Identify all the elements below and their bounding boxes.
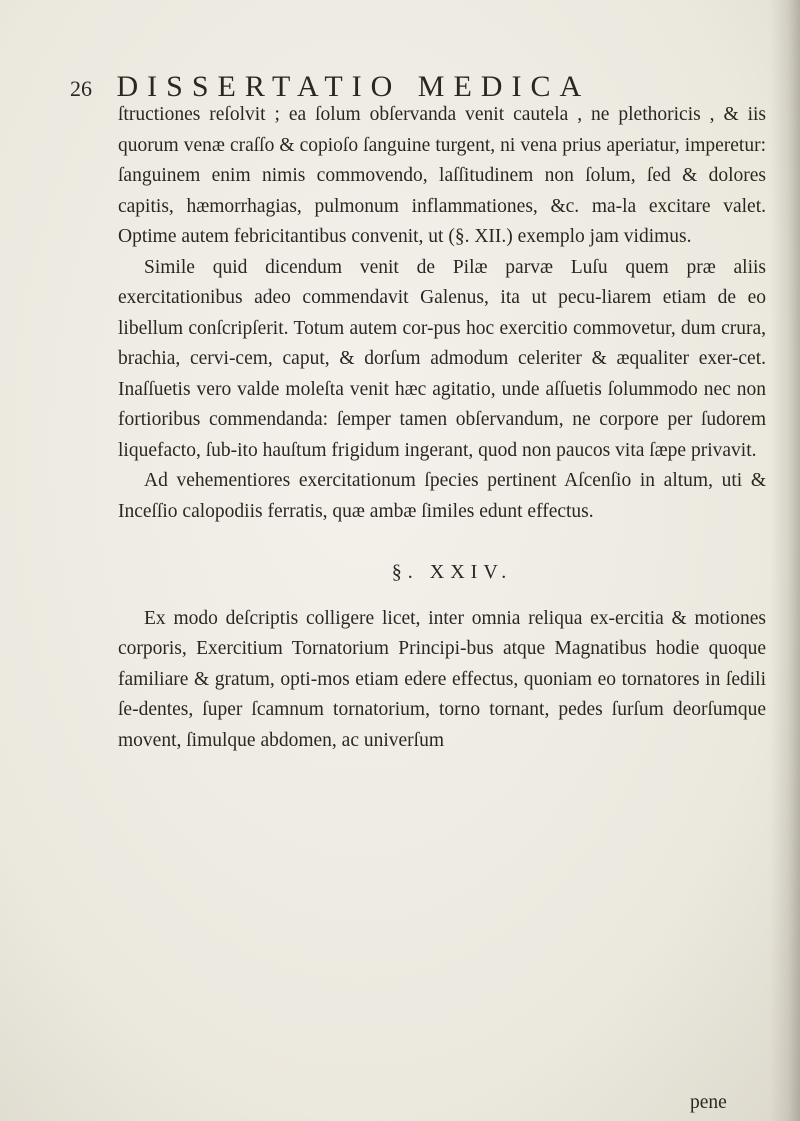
body-text [118, 100, 766, 756]
page-number: 26 [70, 76, 92, 101]
paragraph: Ex modo deſcriptis colligere licet, inter omnia reliqua ex-ercitia & motiones corporis, Exercitium Tornatorium Principi-bus atque Magnatibus hodie quoque familiare & gratum, opti-mos etiam edere effectus, quoniam eo tornatores in ſedili ſe-dentes, ſuper ſcamnum tornatorium, torno tornant, pedes ſurſum deorſumque movent, ſimulque abdomen, ac univerſum [118, 607, 766, 751]
running-header [70, 70, 710, 104]
page-edge-shadow [770, 0, 800, 1121]
paragraph: Ad vehementiores exercitationum ſpecies pertinent Aſcenſio in altum, uti & Inceſſio calopodiis ferratis, quæ ambæ ſimiles edunt effectus. [118, 470, 766, 522]
section-heading: §. XXIV. [391, 561, 513, 583]
paragraph: Simile quid dicendum venit de Pilæ parvæ Luſu quem præ aliis exercitationibus adeo commendavit Galenus, ita ut pecu-liarem etiam de eo libellum conſcripſerit. Totum autem cor-pus hoc exercitio commovetur, dum crura, brachia, cervi-cem, caput, & dorſum admodum celeriter & æqualiter exer-cet. Inaſſuetis vero valde moleſta venit hæc agitatio, unde aſſuetis ſolummodo nec non fortioribus commendanda: ſemper tamen obſervandum, ne corpore per ſudorem liquefacto, ſub-ito hauſtum frigidum ingerant, quod non paucos vita ſæpe privavit. [118, 256, 766, 461]
catchword: pene [690, 1092, 727, 1113]
running-head-title: DISSERTATIO MEDICA [116, 70, 591, 103]
paragraph: ſtructiones reſolvit ; ea ſolum obſervanda venit cautela , ne plethoricis , & iis quorum venæ craſſo & copioſo ſanguine turgent, ni vena prius aperiatur, imperetur: ſanguinem enim nimis commovendo, laſſitudinem non ſolum, ſed & dolores capitis, hæmorrhagias, pulmonum inflammationes, &c. ma-la excitare valet. Optime autem febricitantibus convenit, ut (§. XII.) exemplo jam vidimus. [118, 104, 766, 247]
